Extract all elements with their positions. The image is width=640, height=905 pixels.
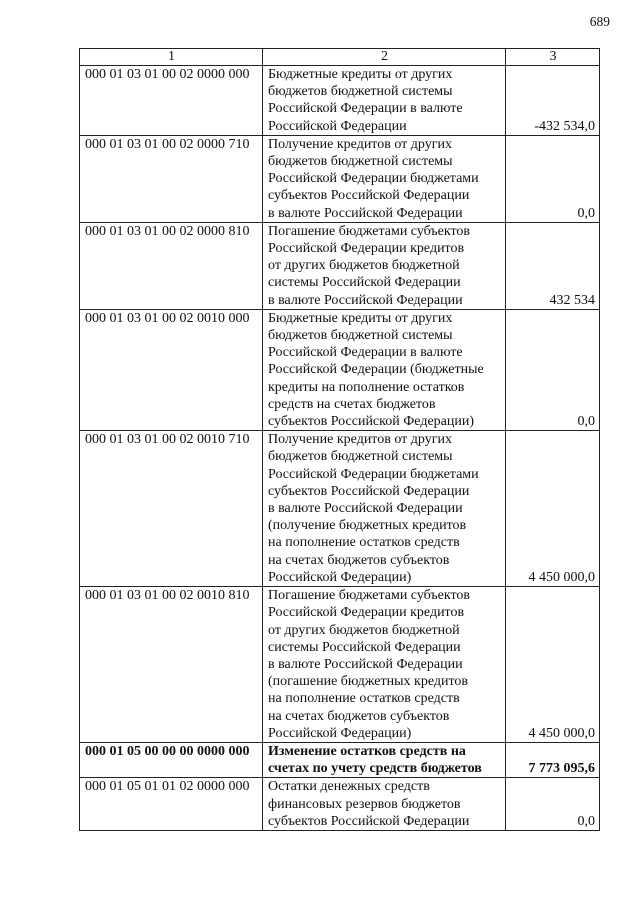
amount-cell: 0,0 [506, 778, 600, 831]
amount-cell: 0,0 [506, 135, 600, 222]
amount-cell: 7 773 095,6 [506, 742, 600, 777]
table-row [80, 222, 600, 309]
table-row [80, 742, 600, 777]
name-cell: Бюджетные кредиты от других бюджетов бюджетной системы Российской Федерации в валюте Российской Федерации (бюджетные кредиты на пополнение остатков средств на счетах бюджетов субъектов Российской Федерации) [263, 309, 506, 430]
code-cell: 000 01 03 01 00 02 0000 000 [80, 66, 263, 136]
code-cell: 000 01 03 01 00 02 0010 000 [80, 309, 263, 430]
code-cell: 000 01 05 01 01 02 0000 000 [80, 778, 263, 831]
code-cell: 000 01 05 00 00 00 0000 000 [80, 742, 263, 777]
name-cell: Получение кредитов от других бюджетов бюджетной системы Российской Федерации бюджетами субъектов Российской Федерации в валюте Российской Федерации (получение бюджетных кредитов на пополнение остатков средств на счетах бюджетов субъектов Российской Федерации) [263, 431, 506, 587]
table-row [80, 431, 600, 587]
name-cell: Погашение бюджетами субъектов Российской Федерации кредитов от других бюджетов бюджетной системы Российской Федерации в валюте Российской Федерации [263, 222, 506, 309]
name-cell: Изменение остатков средств на счетах по учету средств бюджетов [263, 742, 506, 777]
table-row [80, 66, 600, 136]
column-header-name: 2 [263, 49, 506, 66]
name-cell: Бюджетные кредиты от других бюджетов бюджетной системы Российской Федерации в валюте Российской Федерации [263, 66, 506, 136]
table-row [80, 135, 600, 222]
amount-cell: 4 450 000,0 [506, 431, 600, 587]
table-row [80, 587, 600, 743]
column-header-amount: 3 [506, 49, 600, 66]
budget-sources-table [79, 48, 600, 831]
amount-cell: -432 534,0 [506, 66, 600, 136]
column-header-code: 1 [80, 49, 263, 66]
name-cell: Остатки денежных средств финансовых резервов бюджетов субъектов Российской Федерации [263, 778, 506, 831]
code-cell: 000 01 03 01 00 02 0010 710 [80, 431, 263, 587]
table-body [80, 66, 600, 831]
code-cell: 000 01 03 01 00 02 0000 810 [80, 222, 263, 309]
amount-cell: 4 450 000,0 [506, 587, 600, 743]
table-row [80, 778, 600, 831]
page-number: 689 [589, 14, 610, 29]
name-cell: Погашение бюджетами субъектов Российской Федерации кредитов от других бюджетов бюджетной системы Российской Федерации в валюте Российской Федерации (погашение бюджетных кредитов на пополнение остатков средств на счетах бюджетов субъектов Российской Федерации) [263, 587, 506, 743]
table-header-row [80, 49, 600, 66]
amount-cell: 432 534 [506, 222, 600, 309]
name-cell: Получение кредитов от других бюджетов бюджетной системы Российской Федерации бюджетами субъектов Российской Федерации в валюте Российской Федерации [263, 135, 506, 222]
table-row [80, 309, 600, 430]
code-cell: 000 01 03 01 00 02 0000 710 [80, 135, 263, 222]
code-cell: 000 01 03 01 00 02 0010 810 [80, 587, 263, 743]
amount-cell: 0,0 [506, 309, 600, 430]
